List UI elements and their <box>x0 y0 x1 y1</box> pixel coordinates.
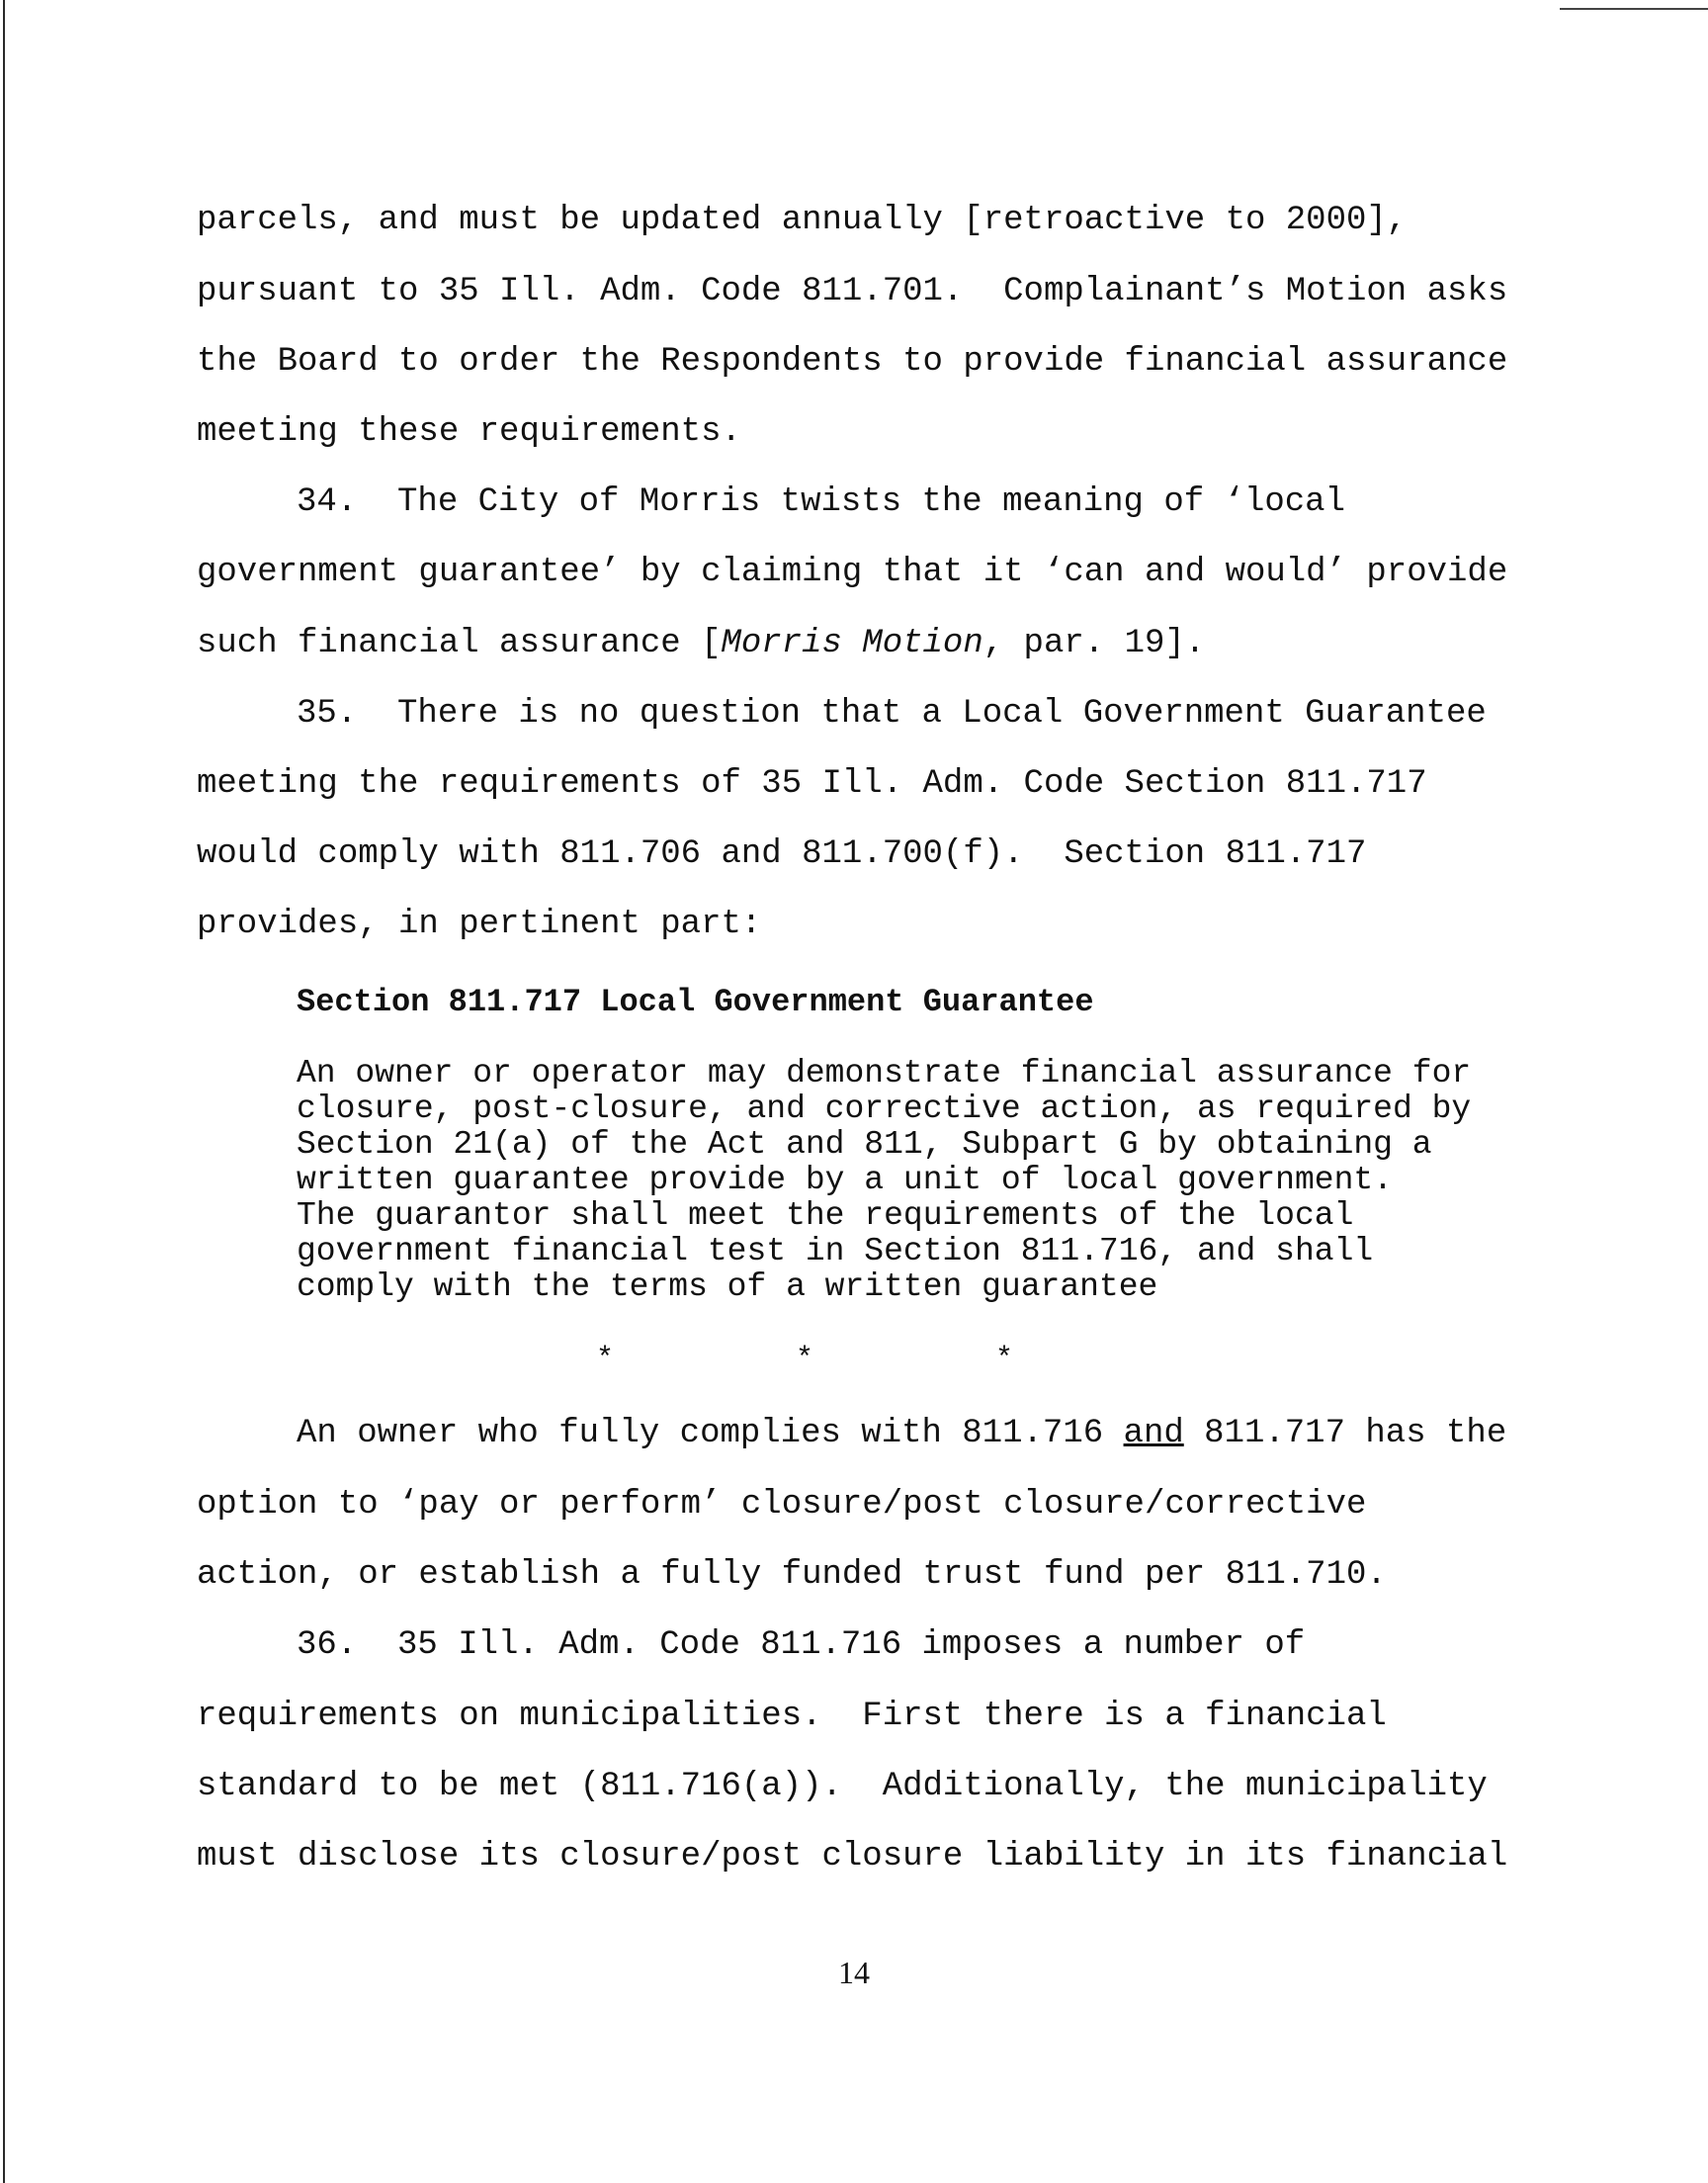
body-line: meeting these requirements. <box>197 413 741 451</box>
para-36-line: requirements on municipalities. First there is a financial <box>197 1698 1387 1735</box>
body-line: pursuant to 35 Ill. Adm. Code 811.701. Complainant’s Motion asks <box>197 273 1508 310</box>
quote-line: government financial test in Section 811.716, and shall <box>297 1233 1374 1269</box>
body-line: the Board to order the Respondents to provide financial assurance <box>197 343 1508 381</box>
omission-asterisk: * <box>995 1343 1014 1376</box>
quote-line: An owner or operator may demonstrate financial assurance for <box>297 1055 1472 1092</box>
after-quote-line <box>297 1414 1506 1453</box>
text-run: , par. 19]. <box>982 625 1206 662</box>
para-34-line: government guarantee’ by claiming that it ‘can and would’ provide <box>197 554 1508 591</box>
para-34-line <box>197 624 1205 663</box>
italic-citation: Morris Motion <box>721 625 983 662</box>
para-35-line: provides, in pertinent part: <box>197 906 762 943</box>
scan-edge-left <box>3 0 5 2183</box>
para-34-line: 34. The City of Morris twists the meaning of ‘local <box>297 483 1345 521</box>
after-quote-line: action, or establish a fully funded trust fund per 811.710. <box>197 1556 1387 1594</box>
quote-line: The guarantor shall meet the requirements of the local <box>297 1197 1354 1234</box>
scan-edge-top <box>1560 8 1708 10</box>
text-run: such financial assurance [ <box>197 625 722 662</box>
quote-heading: Section 811.717 Local Government Guarantee <box>297 984 1094 1020</box>
page-number: 14 <box>838 1955 870 1990</box>
omission-asterisk: * <box>796 1343 814 1376</box>
quote-line: Section 21(a) of the Act and 811, Subpart G by obtaining a <box>297 1126 1432 1163</box>
para-35-line: would comply with 811.706 and 811.700(f). Section 811.717 <box>197 835 1367 873</box>
body-line: parcels, and must be updated annually [retroactive to 2000], <box>197 202 1408 239</box>
after-quote-line: option to ‘pay or perform’ closure/post closure/corrective <box>197 1486 1367 1524</box>
underlined-word: and <box>1123 1415 1184 1452</box>
omission-asterisk: * <box>596 1343 615 1376</box>
quote-line: closure, post-closure, and corrective action, as required by <box>297 1091 1472 1127</box>
text-run: 811.717 has the <box>1183 1415 1507 1452</box>
text-run: An owner who fully complies with 811.716 <box>297 1415 1124 1452</box>
quote-line: written guarantee provide by a unit of local government. <box>297 1162 1393 1198</box>
para-35-line: meeting the requirements of 35 Ill. Adm. Code Section 811.717 <box>197 765 1427 803</box>
quote-line: comply with the terms of a written guarantee <box>297 1268 1158 1305</box>
para-36-line: must disclose its closure/post closure liability in its financial <box>197 1838 1508 1876</box>
para-36-line: 36. 35 Ill. Adm. Code 811.716 imposes a number of <box>297 1626 1306 1664</box>
para-35-line: 35. There is no question that a Local Government Guarantee <box>297 695 1487 733</box>
para-36-line: standard to be met (811.716(a)). Additionally, the municipality <box>197 1768 1488 1805</box>
